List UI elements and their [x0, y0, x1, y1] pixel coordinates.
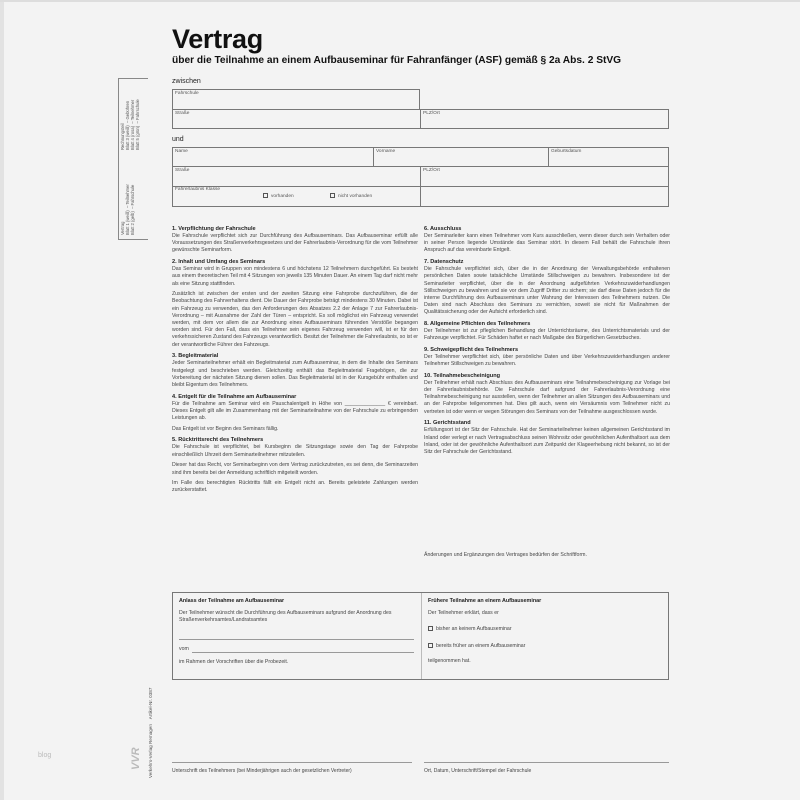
checkbox-icon: [330, 193, 335, 198]
checkbox-icon: [428, 626, 433, 631]
participation-box: [172, 592, 669, 680]
participant-signature-label: Unterschrift des Teilnehmers (bei Minderjährigen auch der gesetzlichen Vertreter): [172, 768, 352, 774]
section-heading: 4. Entgelt für die Teilnahme am Aufbauseminar: [172, 393, 297, 400]
terms-section: [172, 436, 418, 494]
participant-birthdate-label: Geburtsdatum: [551, 149, 582, 154]
section-paragraph: Im Falle des berechtigten Rücktritts fällt ein Entgelt nicht an. Bereits geleistete Zahlungen werden zurückerstattet.: [172, 480, 418, 494]
watermark: blog: [38, 752, 52, 759]
school-city-label: PLZ/Ort: [423, 111, 440, 116]
terms-section: [424, 372, 670, 416]
reason-text: Der Teilnehmer wünscht die Durchführung des Aufbauseminars aufgrund der Anordnung des Straßenverkehrsamtes/Landratsamtes: [179, 610, 392, 623]
terms-right-column: [424, 222, 670, 460]
document-subtitle: über die Teilnahme an einem Aufbauseminar für Fahranfänger (ASF) gemäß § 2a Abs. 2 StVG: [172, 55, 622, 66]
school-signature-line[interactable]: [424, 762, 669, 763]
publisher-info: Verkehrs-Verlag Remagen Artikel-Nr. 0387: [148, 687, 153, 778]
previous-outro: teilgenommen hat.: [428, 658, 471, 664]
terms-section: [172, 225, 418, 255]
date-input-line[interactable]: [192, 646, 414, 653]
divider: [173, 186, 668, 187]
document-title: Vertrag: [172, 24, 263, 54]
section-heading: 10. Teilnahmebescheinigung: [424, 372, 501, 379]
section-heading: 3. Begleitmaterial: [172, 353, 219, 360]
copy-distribution-top: Rechnungsteil Blatt 3 (weiß) – Gebühren Blatt 4 (rosa) – Teilnehmer Blatt 5 (grün) – Fahrschule: [120, 99, 140, 150]
section-paragraph: Jeder Seminarteilnehmer erhält ein Begleitmaterial zum Aufbauseminar, in dem die Inhalte des Seminars festgelegt und beschrieben werden. Gleichzeitig enthält das Begleitmaterial Fragebögen, die zur Vorbereitung der nächsten Sitzung dienen sollen. Das Begleitmaterial ist in der Kursgebühr enthalten und bleibt Eigentum des Teilnehmers.: [172, 360, 418, 388]
option-none-label: bisher an keinem Aufbauseminar: [436, 626, 512, 632]
school-address-row: [172, 109, 669, 129]
section-paragraph: Die Fahrschule verpflichtet sich, über die in der Anordnung der Verwaltungsbehörde enthaltenen persönlichen Daten sowie tatsächliche Umstände Stillschweigen zu bewahren. Insbesondere ist der Seminarleiter verpflichtet, über die in der Anordnung aufgeführten Verkehrszuwiderhandlungen Stillschweigen zu bewahren und sie vor dem Zugriff Dritter zu sichern; sie darf diese Daten jedoch für die interne Durchführung des Aufbauseminars unter Wahrung der Interessen des Teilnehmers nutzen. Die Daten sind nach Abschluss des Seminars zu vernichten, soweit sie nicht für Maßnahmen der Qualitätssicherung oder der Aufsicht erforderlich sind.: [424, 266, 670, 316]
school-name-field[interactable]: [172, 89, 420, 110]
participant-table: [172, 147, 669, 207]
terms-section: [172, 258, 418, 349]
copy-distribution-bottom: Vertrag Blatt 1 (weiß) – Teilnehmer Blatt 2 (gelb) – Fahrschule: [120, 184, 135, 235]
previous-intro: Der Teilnehmer erklärt, dass er: [428, 610, 499, 616]
terms-section: [424, 346, 670, 368]
page-edge: [0, 0, 4, 800]
terms-left-column: [172, 222, 418, 498]
participant-firstname-label: Vorname: [376, 149, 396, 154]
option-before-checkbox[interactable]: [428, 643, 663, 650]
section-paragraph: Erfüllungsort ist der Sitz der Fahrschule. Hat der Seminarteilnehmer keinen allgemeinen Gerichtsstand im Inland oder verlegt er nach Vertragsabschluss seinen Wohnsitz oder gewöhnlichen Aufenthaltsort aus dem Inland, oder ist der gewöhnliche Aufenthaltsort zum Zeitpunkt der Klageerhebung nicht bekannt, so ist der Sitz der Fahrschule der Gerichtsstand.: [424, 427, 670, 455]
participant-name-label: Name: [175, 149, 188, 154]
school-name-label: Fahrschule: [175, 91, 199, 96]
terms-section: [424, 419, 670, 456]
terms-section: [172, 352, 418, 389]
section-paragraph: Zusätzlich ist zwischen der ersten und der zweiten Sitzung eine Fahrprobe durchzuführen, die der Beobachtung des Fahrverhaltens dient. Die Dauer der Fahrprobe beträgt mindestens 30 Minuten. Dabei ist ein Fahrzeug zu verwenden, das den Anforderungen des Absatzes 2.2 der Anlage 7 zur Fahrerlaubnis-Verordnung – mit Ausnahme der Zahl der Türen – entspricht. Es soll möglichst ein Fahrzeug verwendet werden, mit dem vor allem die zur Anordnung eines Aufbauseminars führenden Verstöße begangen worden sind. Für den Fall, dass ein Teilnehmer sein eigenes Fahrzeug verwenden will, ist er für den verkehrssicheren Zustand des Fahrzeugs verantwortlich. Besitzt der Teilnehmer die Fahrerlaubnis, so ist er der verantwortliche Führer des Fahrzeugs.: [172, 291, 418, 348]
license-present-checkbox[interactable]: [261, 192, 296, 200]
license-absent-checkbox[interactable]: [328, 192, 374, 200]
section-paragraph: Der Teilnehmer ist zur pfleglichen Behandlung der Unterrichtsräume, des Unterrichtsmaterials und der Fahrzeuge verpflichtet. Für Schäden haftet er nach Maßgabe des Bürgerlichen Gesetzbuches.: [424, 328, 670, 342]
section-paragraph: Das Seminar wird in Gruppen von mindestens 6 und höchstens 12 Teilnehmern durchgeführt. Es besteht aus einem theoretischen Teil mit 4 Sitzungen von jeweils 135 Minuten Dauer. An einem Tag darf nicht mehr als eine Sitzung stattfinden.: [172, 266, 418, 287]
top-border: [0, 0, 800, 2]
section-paragraph: Der Seminarleiter kann einen Teilnehmer vom Kurs ausschließen, wenn dieser durch sein Verhalten oder in seiner Person liegende Umstände das Seminar stört. In diesem Fall behält die Fahrschule ihren Anspruch auf das vereinbarte Entgelt.: [424, 233, 670, 254]
section-paragraph: Das Entgelt ist vor Beginn des Seminars fällig.: [172, 425, 279, 432]
license-present-label: vorhanden: [271, 193, 294, 199]
license-absent-label: nicht vorhanden: [338, 193, 373, 199]
section-heading: 7. Datenschutz: [424, 259, 464, 266]
terms-section: [172, 393, 418, 433]
section-paragraph: Die Fahrschule verpflichtet sich zur Durchführung des Aufbauseminars. Das Aufbauseminar erfüllt alle Voraussetzungen des Straßenverkehrsgesetzes und der Fahrerlaubnis-Verordnung für die vom Teilnehmer gewünschte Seminarform.: [172, 233, 418, 254]
section-heading: 1. Verpflichtung der Fahrschule: [172, 226, 256, 232]
section-heading: 6. Ausschluss: [424, 226, 462, 232]
authority-input-line[interactable]: [179, 636, 414, 640]
between-label: zwischen: [172, 78, 201, 85]
checkbox-icon: [428, 643, 433, 648]
previous-title: Frühere Teilnahme an einem Aufbauseminar: [428, 598, 542, 604]
participant-signature-line[interactable]: [172, 762, 412, 763]
participant-city-label: PLZ/Ort: [423, 168, 440, 173]
section-paragraph: Der Teilnehmer verpflichtet sich, über persönliche Daten und über Verkehrszuwiderhandlungen anderer Teilnehmer Stillschweigen zu bewahren.: [424, 353, 670, 368]
license-class-label: Fahrerlaubnis Klasse: [175, 187, 221, 192]
section-heading: 2. Inhalt und Umfang des Seminars: [172, 259, 266, 266]
section-paragraph: Für die Teilnahme am Seminar wird ein Pauschalentgelt in Höhe von ______________ € vereinbart. Dieses Entgelt gilt alle im Zusammenhang mit der Seminarteilnahme von der Fahrschule zu erbringenden Leistungen ab.: [172, 400, 418, 422]
section-paragraph: Der Teilnehmer erhält nach Abschluss des Aufbauseminars eine Teilnahmebescheinigung zur Vorlage bei der Fahrerlaubnisbehörde. Die Fahrschule darf aufgrund der Fahrerlaubnis-Verordnung eine Teilnahmebescheinigung nur ausstellen, wenn der Teilnehmer an allen Sitzungen des Aufbauseminars und an der Fahrprobe teilgenommen hat. Dies gilt auch, wenn ein Versäumnis vom Teilnehmer nicht zu vertreten ist oder wenn er wegen Störungen des Seminars von der Teilnahme ausgeschlossen wurde.: [424, 379, 670, 415]
terms-section: [424, 258, 670, 316]
section-heading: 9. Schweigepflicht des Teilnehmers: [424, 346, 519, 353]
reason-framework: im Rahmen der Vorschriften über die Probezeit.: [179, 659, 289, 665]
school-street-label: Straße: [175, 111, 190, 116]
and-label: und: [172, 136, 184, 143]
from-label: vom: [179, 646, 189, 652]
amendment-note: Änderungen und Ergänzungen des Vertrages bedürfen der Schriftform.: [424, 552, 587, 558]
participant-street-label: Straße: [175, 168, 190, 173]
school-signature-label: Ort, Datum, Unterschrift/Stempel der Fahrschule: [424, 768, 532, 774]
publisher-logo: VVR: [130, 747, 142, 770]
section-heading: 8. Allgemeine Pflichten des Teilnehmers: [424, 321, 531, 328]
checkbox-icon: [263, 193, 268, 198]
terms-section: [424, 225, 670, 255]
section-heading: 11. Gerichtsstand: [424, 420, 471, 427]
divider: [421, 593, 422, 679]
option-none-checkbox[interactable]: [428, 626, 663, 633]
section-heading: 5. Rücktrittsrecht des Teilnehmers: [172, 437, 264, 444]
reason-title: Anlass der Teilnahme am Aufbauseminar: [179, 598, 285, 604]
section-paragraph: Dieser hat das Recht, vor Seminarbeginn von dem Vertrag zurückzutreten, es sei denn, die Seminarzeiten sind ihm bereits bei der Anmeldung schriftlich mitgeteilt worden.: [172, 462, 418, 476]
section-paragraph: Die Fahrschule ist verpflichtet, bei Kursbeginn die Sitzungstage sowie den Tag der Fahrprobe einschließlich Uhrzeit dem Seminarteilnehmer mitzuteilen.: [172, 444, 418, 458]
option-before-label: bereits früher an einem Aufbauseminar: [436, 643, 526, 649]
terms-section: [424, 320, 670, 342]
